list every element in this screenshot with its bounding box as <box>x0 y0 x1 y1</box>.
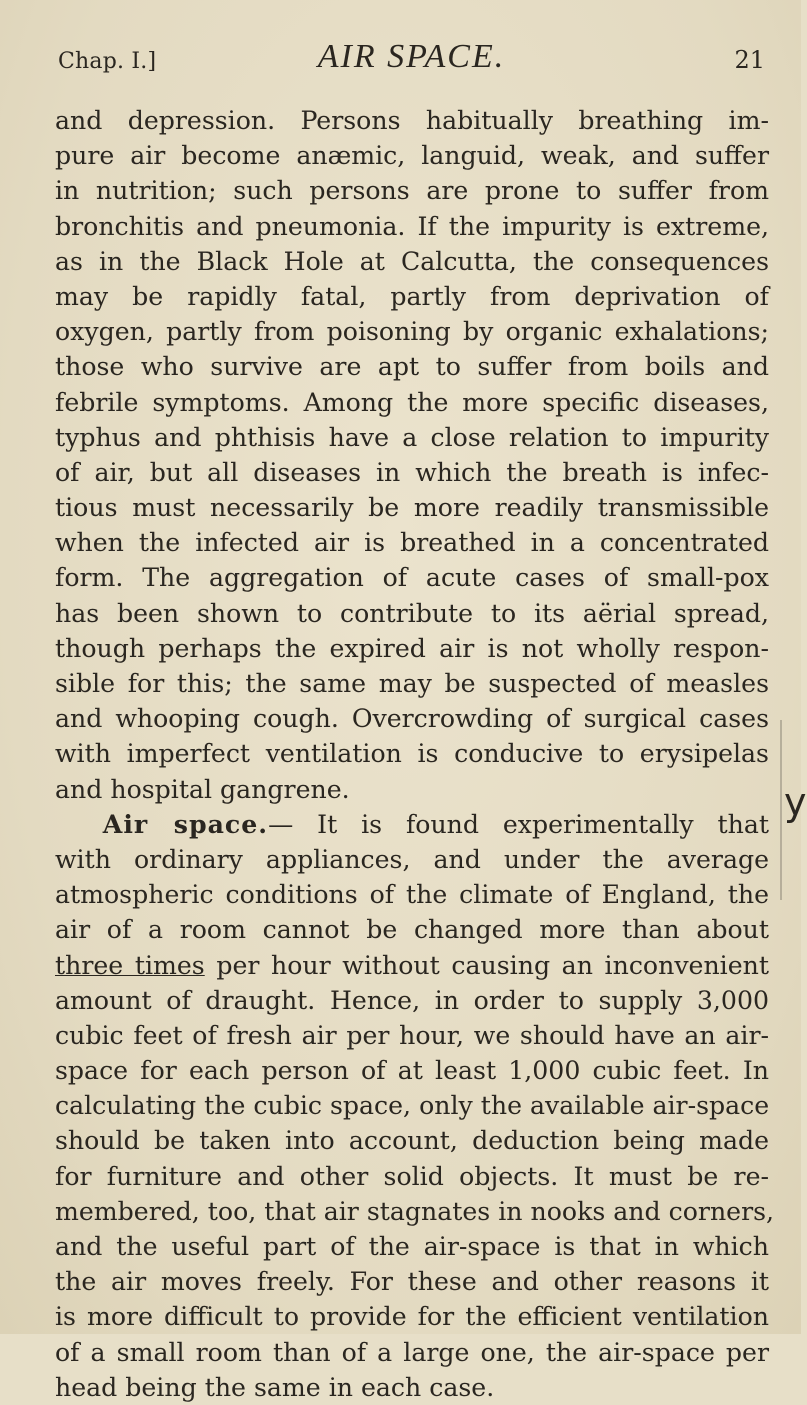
text-line: in nutrition; such persons are prone to suffer from <box>55 176 769 206</box>
text-line: typhus and phthisis have a close relation to impurity <box>55 422 769 452</box>
text-line: amount of draught. Hence, in order to supply 3,000 <box>55 985 769 1015</box>
text-line: space for each person of at least 1,000 cubic feet. In <box>55 1056 769 1086</box>
text-line: cubic feet of fresh air per hour, we should have an air- <box>55 1020 769 1050</box>
text-line: membered, too, that air stagnates in nooks and corners, <box>55 1196 775 1226</box>
underlined-line <box>55 948 769 983</box>
page-number: 21 <box>734 46 765 74</box>
text-line: febrile symptoms. Among the more specific diseases, <box>55 387 769 417</box>
text-line: though perhaps the expired air is not wholly respon- <box>55 633 769 663</box>
text-line: sible for this; the same may be suspected of measles <box>55 669 769 698</box>
section-heading-rest: — It is found experimentally that <box>268 809 769 839</box>
text-line: and depression. Persons habitually breathing im- <box>55 106 769 135</box>
text-line: when the infected air is breathed in a concentrated <box>55 528 769 558</box>
text-line: tious must necessarily be more readily transmissible <box>55 493 769 523</box>
text-line: as in the Black Hole at Calcutta, the consequences <box>55 246 769 276</box>
section-heading: Air space. <box>102 808 269 839</box>
section-first-line <box>55 807 769 842</box>
text-line: atmospheric conditions of the climate of England, the <box>55 880 769 910</box>
text-line: oxygen, partly from poisoning by organic exhalations; <box>55 317 769 347</box>
text-line: air of a room cannot be changed more than about <box>55 915 769 945</box>
text-line: bronchitis and pneumonia. If the impurity is extreme, <box>55 211 769 241</box>
text-line: and the useful part of the air-space is that in which <box>55 1232 769 1261</box>
text-line: the air moves freely. For these and other reasons it <box>55 1267 769 1297</box>
text-line: with imperfect ventilation is conducive to erysipelas <box>55 739 769 769</box>
text-line: pure air become anæmic, languid, weak, and suffer <box>55 141 769 171</box>
page-title: AIR SPACE. <box>317 38 506 75</box>
margin-line <box>780 720 782 900</box>
text-line: and hospital gangrene. <box>55 774 350 804</box>
text-line: of a small room than of a large one, the air-space per <box>55 1337 769 1367</box>
text-line: should be taken into account, deduction being made <box>55 1126 769 1156</box>
text-line: for furniture and other solid objects. It must be re- <box>55 1161 769 1191</box>
text-line: calculating the cubic space, only the available air-space <box>55 1091 770 1121</box>
underlined-phrase: three times <box>55 950 205 980</box>
running-header <box>58 38 765 86</box>
text-line: with ordinary appliances, and under the average <box>55 844 769 874</box>
text-line: and whooping cough. Overcrowding of surgical cases <box>55 704 769 734</box>
margin-annotation <box>776 720 807 900</box>
underlined-line-rest: per hour without causing an inconvenient <box>204 950 769 980</box>
chapter-label: Chap. I.] <box>58 49 157 74</box>
text-line: head being the same in each case. <box>55 1372 495 1402</box>
text-line: is more difficult to provide for the efficient ventilation <box>55 1302 769 1332</box>
text-line: has been shown to contribute to its aërial spread, <box>55 598 769 628</box>
body-text <box>55 103 775 1405</box>
text-line: of air, but all diseases in which the breath is infec- <box>55 457 769 487</box>
text-line: form. The aggregation of acute cases of small-pox <box>55 563 769 593</box>
text-line: may be rapidly fatal, partly from deprivation of <box>55 281 769 311</box>
text-line: those who survive are apt to suffer from boils and <box>55 352 769 382</box>
margin-note: y <box>784 780 807 824</box>
